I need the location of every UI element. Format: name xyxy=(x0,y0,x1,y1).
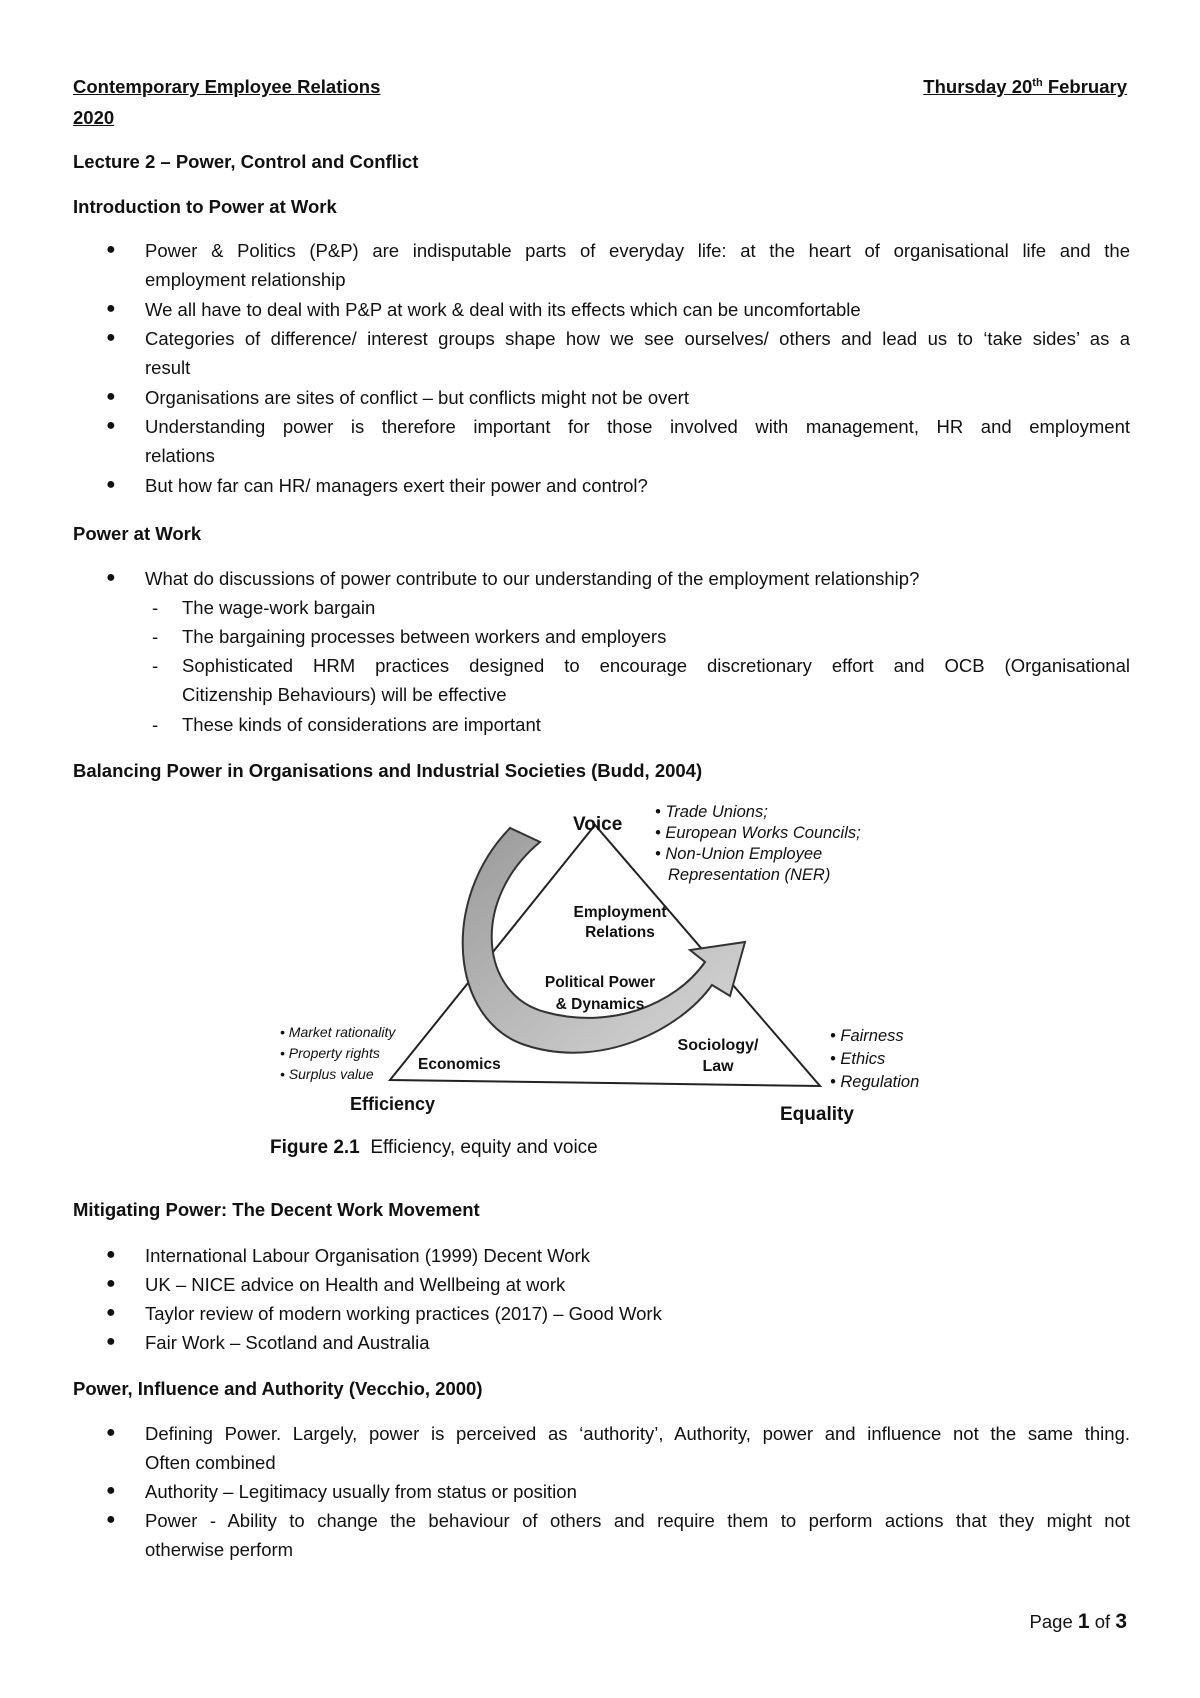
lecture-title: Lecture 2 – Power, Control and Conflict xyxy=(73,151,419,172)
authority-bullet-3-cont: otherwise perform xyxy=(145,1539,294,1560)
mitigating-bullet-2: UK – NICE advice on Health and Wellbeing at work xyxy=(145,1274,566,1295)
power-sub-1: The wage-work bargain xyxy=(182,597,376,618)
intro-bullet-6: But how far can HR/ managers exert their power and control? xyxy=(145,475,648,496)
bullet-icon: ● xyxy=(106,329,116,346)
power-sub-4: These kinds of considerations are important xyxy=(182,714,541,735)
bullet-icon: ● xyxy=(106,388,116,405)
bullet-icon: ● xyxy=(106,1424,116,1441)
intro-bullet-5: Understanding power is therefore important for those involved with management, HR and employment xyxy=(145,416,1130,437)
voice-item: • Non-Union Employee xyxy=(655,845,823,863)
power-bullet-1: What do discussions of power contribute to our understanding of the employment relationship? xyxy=(145,568,920,589)
equality-item: • Ethics xyxy=(830,1050,886,1068)
year: 2020 xyxy=(73,107,115,128)
equality-item: • Fairness xyxy=(830,1027,904,1045)
voice-item: • European Works Councils; xyxy=(655,824,861,842)
intro-bullet-3: Categories of difference/ interest groups shape how we see ourselves/ others and lead us to ‘take sides’ as a xyxy=(145,328,1130,349)
bullet-icon: ● xyxy=(106,417,116,434)
section-heading-authority: Power, Influence and Authority (Vecchio, 2000) xyxy=(73,1378,483,1399)
date-suffix: February xyxy=(1042,76,1127,97)
bullet-icon: ● xyxy=(106,476,116,493)
efficiency-item: • Market rationality xyxy=(280,1024,396,1040)
section-heading-balancing: Balancing Power in Organisations and Industrial Societies (Budd, 2004) xyxy=(73,760,703,781)
intro-bullet-5-cont: relations xyxy=(145,445,215,466)
intro-bullet-1-cont: employment relationship xyxy=(145,269,346,290)
dash-marker: - xyxy=(152,597,159,618)
authority-bullet-2: Authority – Legitimacy usually from status or position xyxy=(145,1481,577,1502)
bullet-icon: ● xyxy=(106,1246,116,1263)
equality-item: • Regulation xyxy=(830,1073,920,1091)
equality-label: Equality xyxy=(780,1104,854,1125)
voice-item-cont: Representation (NER) xyxy=(668,866,831,884)
section-heading-mitigating: Mitigating Power: The Decent Work Movement xyxy=(73,1199,480,1220)
mitigating-bullet-3: Taylor review of modern working practices (2017) – Good Work xyxy=(145,1303,662,1324)
bullet-icon: ● xyxy=(106,300,116,317)
efficiency-item: • Surplus value xyxy=(280,1066,374,1082)
mitigating-bullet-4: Fair Work – Scotland and Australia xyxy=(145,1332,430,1353)
intro-bullet-2: We all have to deal with P&P at work & deal with its effects which can be uncomfortable xyxy=(145,299,861,320)
bullet-icon: ● xyxy=(106,1333,116,1350)
bullet-icon: ● xyxy=(106,1304,116,1321)
authority-bullet-3: Power - Ability to change the behaviour of others and require them to perform actions that they might not xyxy=(145,1510,1130,1531)
date-prefix: Thursday 20 xyxy=(923,76,1033,97)
intro-bullet-1: Power & Politics (P&P) are indisputable parts of everyday life: at the heart of organisational life and the xyxy=(145,240,1130,261)
dash-marker: - xyxy=(152,714,159,735)
voice-item: • Trade Unions; xyxy=(655,803,768,821)
equality-list xyxy=(830,1025,919,1094)
political-power-label: Political Power & Dynamics xyxy=(544,974,656,1013)
lecture-date xyxy=(923,76,1127,98)
section-heading-intro: Introduction to Power at Work xyxy=(73,196,337,217)
authority-bullet-1: Defining Power. Largely, power is perceived as ‘authority’, Authority, power and influence not the same thing. xyxy=(145,1423,1130,1444)
bullet-icon: ● xyxy=(106,241,116,258)
voice-label: Voice xyxy=(573,814,623,835)
sociology-law-label: Sociology/ Law xyxy=(677,1037,759,1075)
intro-bullet-3-cont: result xyxy=(145,357,191,378)
power-sub-2: The bargaining processes between workers and employers xyxy=(182,626,667,647)
bullet-icon: ● xyxy=(106,1511,116,1528)
power-sub-3-cont: Citizenship Behaviours) will be effective xyxy=(182,684,507,705)
efficiency-label: Efficiency xyxy=(350,1094,436,1114)
efficiency-item: • Property rights xyxy=(280,1045,380,1061)
efficiency-list xyxy=(280,1022,395,1085)
authority-bullet-1-cont: Often combined xyxy=(145,1452,276,1473)
voice-list xyxy=(655,802,861,886)
page-number: Page 1 of 3 xyxy=(1029,1610,1127,1633)
bullet-icon: ● xyxy=(106,569,116,586)
bullet-icon: ● xyxy=(106,1482,116,1499)
course-title: Contemporary Employee Relations xyxy=(73,76,381,97)
dash-marker: - xyxy=(152,626,159,647)
mitigating-bullet-1: International Labour Organisation (1999) Decent Work xyxy=(145,1245,590,1266)
dash-marker: - xyxy=(152,655,159,676)
economics-label: Economics xyxy=(418,1056,501,1073)
employment-relations-label: Employment Relations xyxy=(573,904,667,941)
figure-caption: Figure 2.1 Efficiency, equity and voice xyxy=(270,1137,598,1158)
date-superscript: th xyxy=(1032,76,1043,89)
section-heading-power-at-work: Power at Work xyxy=(73,523,202,544)
bullet-icon: ● xyxy=(106,1275,116,1292)
power-sub-3: Sophisticated HRM practices designed to encourage discretionary effort and OCB (Organisational xyxy=(182,655,1130,676)
intro-bullet-4: Organisations are sites of conflict – but conflicts might not be overt xyxy=(145,387,689,408)
